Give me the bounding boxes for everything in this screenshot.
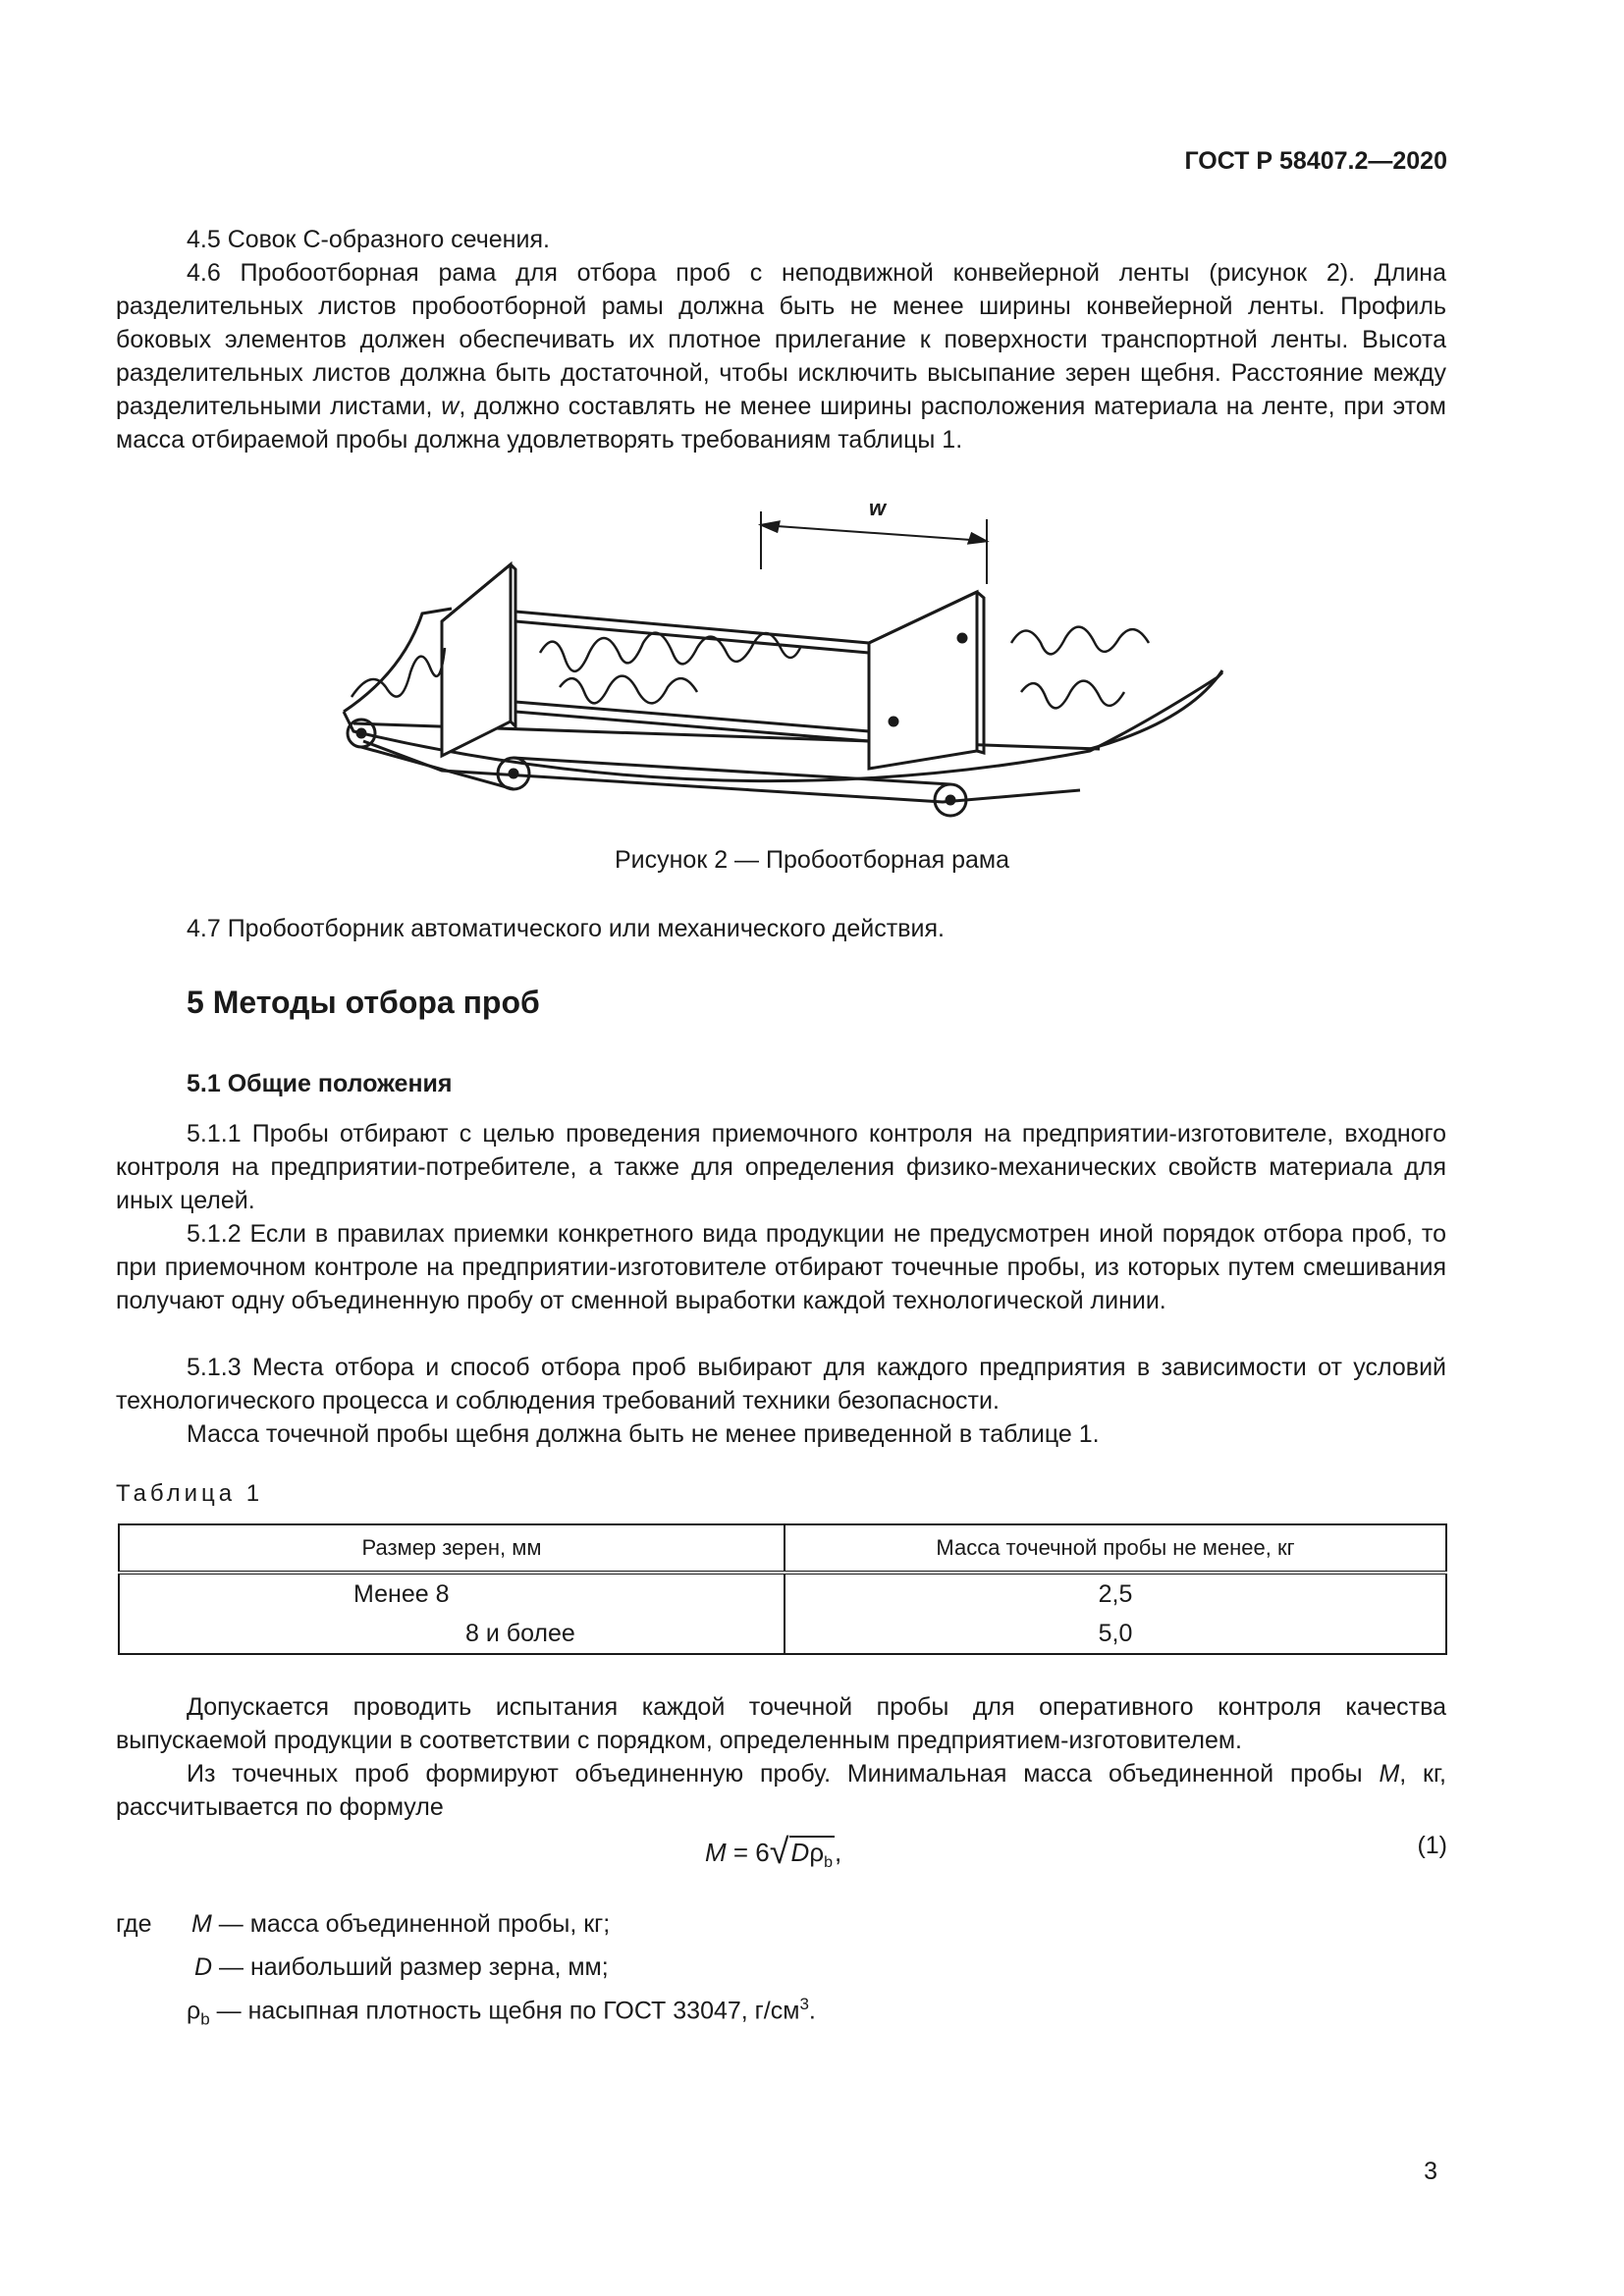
paragraph-testing-note: Допускается проводить испытания каждой точечной пробы для оперативного контроля качества выпускаемой продукции в соответствии с порядком, определенным предприятием-изготовителем. xyxy=(116,1693,1446,1754)
paragraph-5-1-3: 5.1.3 Места отбора и способ отбора проб выбирают для каждого предприятия в зависимости от условий технологического процесса и соблюдения требований техники безопасности. xyxy=(116,1354,1446,1415)
where-rho: $\rho_b$ — насыпная плотность щебня по ГОСТ 33047, $г/см^3$. xyxy=(187,1995,816,2029)
page-number: 3 xyxy=(1424,2158,1437,2185)
paragraph-4-7: 4.7 Пробоотборник автоматического или механического действия. xyxy=(187,915,945,942)
width-label: w xyxy=(869,496,887,520)
paragraph-formula-intro: Из точечных проб формируют объединенную пробу. Минимальная масса объединенной пробы M, кг, рассчитывается по формуле xyxy=(116,1760,1447,1821)
table-cell: 8 и более xyxy=(119,1614,785,1654)
paragraph-5-1-1: 5.1.1 Пробы отбирают с целью проведения приемочного контроля на предприятии-изготовителе, входного контроля на предприятии-потребителе, а также для определения физико-механических свойств материала для иных целей. xyxy=(116,1120,1446,1214)
where-label: где xyxy=(116,1910,152,1938)
table-cell: Менее 8 xyxy=(119,1573,785,1614)
where-d: D — наибольший размер зерна, мм; xyxy=(194,1953,609,1981)
document-header: ГОСТ Р 58407.2—2020 xyxy=(1184,147,1447,175)
paragraph-5-1-2: 5.1.2 Если в правилах приемки конкретного вида продукции не предусмотрен иной порядок отбора проб, то при приемочном контроле на предприятии-изготовителе отбирают точечные пробы, из которых путем смешивания получают одну объединенную пробу от сменной выработки каждой технологической линии. xyxy=(116,1220,1446,1314)
table-row xyxy=(119,1614,1446,1654)
section-heading: 5 Методы отбора проб xyxy=(187,985,540,1020)
sampling-frame-figure xyxy=(334,496,1237,820)
table-cell: 2,5 xyxy=(785,1573,1446,1614)
where-m: M — масса объединенной пробы, кг; xyxy=(191,1910,611,1938)
table-header: Размер зерен, мм xyxy=(119,1524,785,1573)
table-header-row xyxy=(119,1524,1446,1573)
table-header: Масса точечной пробы не менее, кг xyxy=(785,1524,1446,1573)
table-cell: 5,0 xyxy=(785,1614,1446,1654)
formula: $M = 6√D\rho_b$, xyxy=(705,1831,842,1872)
figure-caption: Рисунок 2 — Пробоотборная рама xyxy=(614,846,1010,874)
table-1 xyxy=(118,1523,1447,1655)
paragraph-mass-note: Масса точечной пробы щебня должна быть не менее приведенной в таблице 1. xyxy=(187,1420,1100,1448)
formula-number: (1) xyxy=(1417,1832,1447,1859)
paragraph-4-5: 4.5 Совок С-образного сечения. xyxy=(187,226,550,253)
table-row xyxy=(119,1573,1446,1614)
paragraph-4-6: 4.6 Пробоотборная рама для отбора проб с неподвижной конвейерной ленты (рисунок 2). Длина разделительных листов пробоотборной рамы должна быть не менее ширины конвейерной ленты. Профиль боковых элементов должен обеспечивать их плотное прилегание к поверхности транспортной ленты. Высота разделительных листов должна быть достаточной, чтобы исключить высыпание зерен щебня. Расстояние между разделительными листами, w, должно составлять не менее ширины расположения материала на ленте, при этом масса отбираемой пробы должна удовлетворять требованиям таблицы 1. xyxy=(116,259,1446,454)
subsection-heading: 5.1 Общие положения xyxy=(187,1070,453,1097)
table-caption: Таблица 1 xyxy=(116,1480,264,1507)
